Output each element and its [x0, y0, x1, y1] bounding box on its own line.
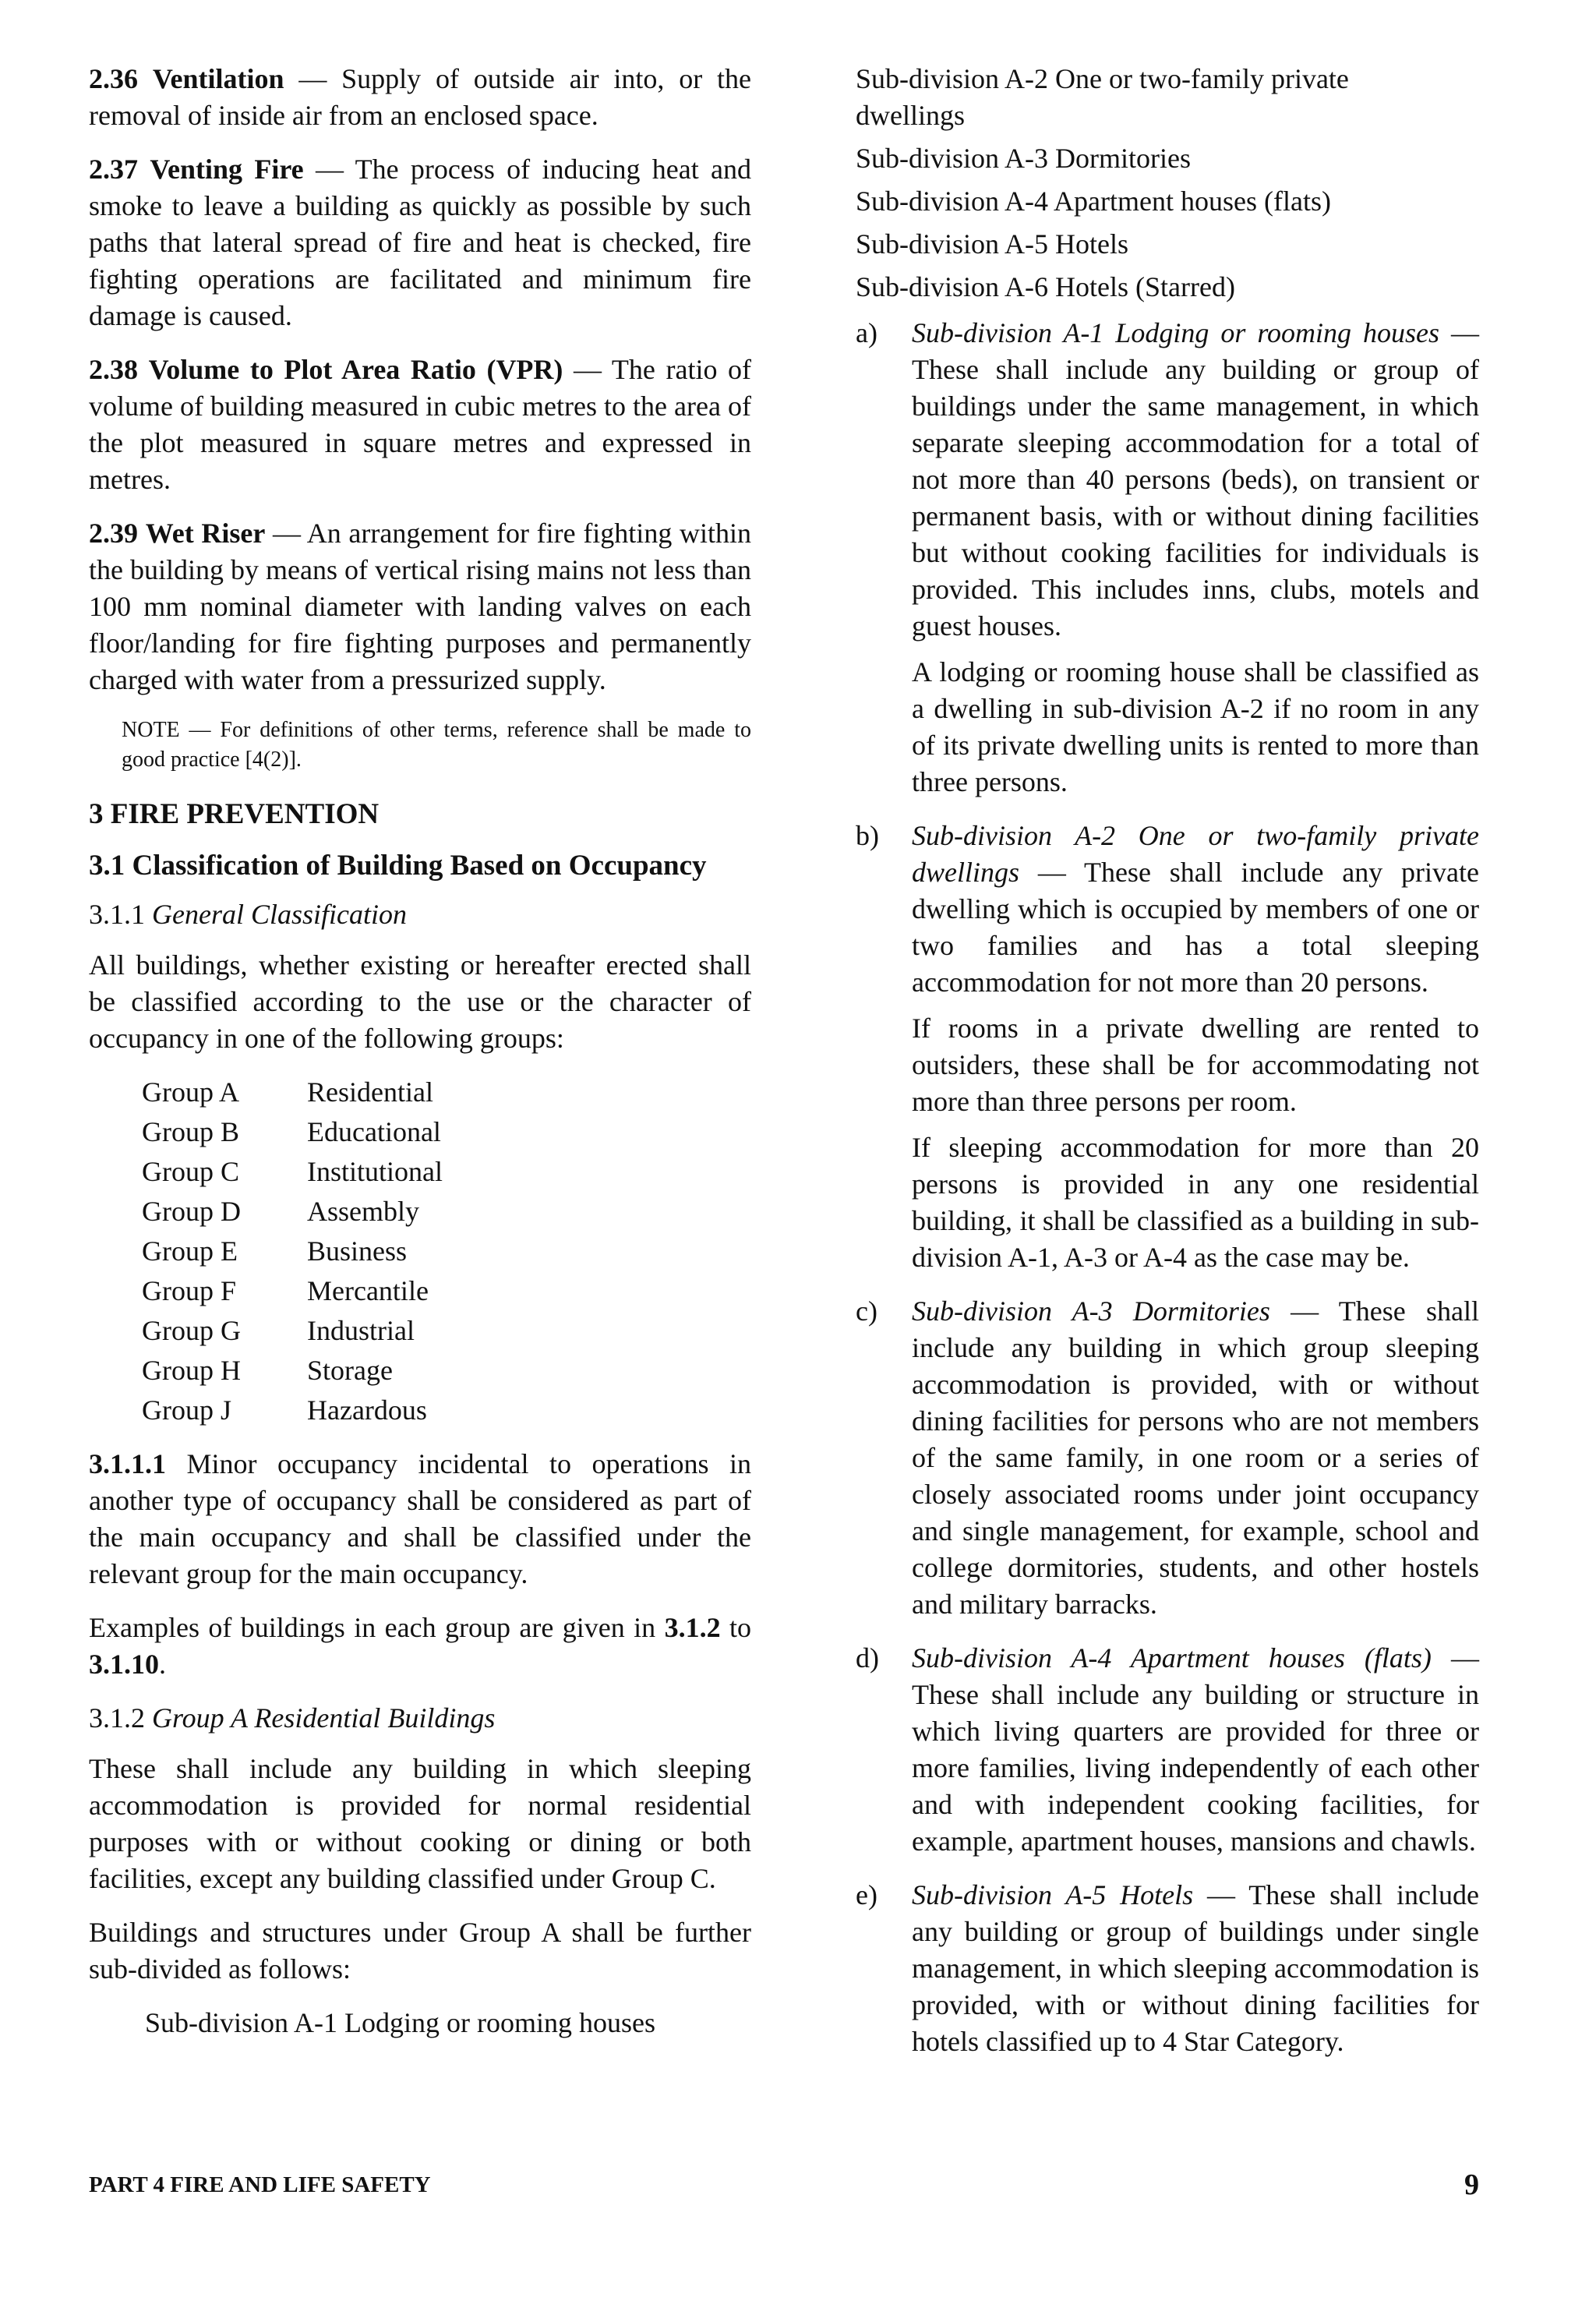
- item-paragraph: [912, 818, 1479, 1001]
- group-row: [142, 1154, 443, 1193]
- subdivision-list-item: [856, 61, 1479, 134]
- subdivision-list-text: Sub-division A-2 One or two-family private: [856, 63, 1349, 94]
- examples-paragraph: Examples of buildings in each group are given in 3.1.2 to 3.1.10.: [89, 1612, 751, 1680]
- note: NOTE — For definitions of other terms, reference shall be made to good practice [4(2)].: [122, 718, 751, 772]
- item-extra-paragraph: A lodging or rooming house shall be classified as a dwelling in sub-division A-2 if no room in any of its private dwelling units is rented to more than three persons.: [912, 656, 1479, 797]
- clause-number: 2.39: [89, 518, 138, 549]
- group-label: Group B: [142, 1116, 239, 1147]
- item-title: Sub-division A-3 Dormitories: [912, 1295, 1270, 1327]
- subdivision-list-text: dwellings: [856, 100, 965, 131]
- group-occupancy: Residential: [307, 1076, 433, 1108]
- subdivision-list-item: [856, 140, 1479, 177]
- item-text: — These shall include any private dwelling which is occupied by members of one or two families and has a total sleeping accommodation for not more than 20 persons.: [912, 857, 1479, 998]
- subdivision-item: [856, 818, 1479, 1285]
- group-label: Group J: [142, 1394, 231, 1426]
- subdivision-list-item: [856, 183, 1479, 220]
- subdivision-list-text: Sub-division A-5 Hotels: [856, 228, 1129, 260]
- definition-text: — The ratio of volume of building measured in cubic metres to the area of the plot measured in square metres and expressed in metres.: [89, 354, 752, 495]
- footer-title: PART 4 FIRE AND LIFE SAFETY: [89, 2172, 431, 2197]
- item-paragraph: [912, 315, 1479, 645]
- group-row: [142, 1114, 443, 1154]
- defined-term: Venting Fire: [150, 154, 304, 185]
- group-row: [142, 1313, 443, 1352]
- item-text: — These shall include any building or group of buildings under single management, in which sleeping accommodation is provided, with or without dining facilities for hotels classified up to 4 Star Category.: [912, 1879, 1479, 2057]
- subdivision-item: [856, 1877, 1479, 2069]
- clause-3-1-heading: 3.1 Classification of Building Based on Occupancy: [89, 850, 707, 882]
- item-paragraph: [912, 1877, 1479, 2060]
- page-number: 9: [1464, 2168, 1479, 2201]
- group-occupancy: Industrial: [307, 1315, 415, 1346]
- group-row: [142, 1193, 443, 1233]
- group-label: Group A: [142, 1076, 239, 1108]
- clause-number: 3.1.1.1: [89, 1448, 166, 1479]
- item-text: — These shall include any building or group of buildings under the same management, in which separate sleeping accommodation for a total of not more than 40 persons (beds), on transient or permanent basis, with or without dining facilities but without cooking facilities for individuals is provided. This includes inns, clubs, motels and guest houses.: [912, 317, 1480, 641]
- group-occupancy: Business: [307, 1235, 408, 1267]
- item-extra-paragraph: If rooms in a private dwelling are rented to outsiders, these shall be for accommodating not more than three persons per room.: [912, 1013, 1479, 1117]
- group-row: [142, 1352, 443, 1392]
- clause-title: Group A Residential Buildings: [152, 1702, 496, 1734]
- item-label: a): [856, 317, 877, 348]
- group-label: Group G: [142, 1315, 241, 1346]
- clause-number: 3.1.1: [89, 899, 145, 930]
- group-label: Group D: [142, 1196, 241, 1227]
- definition-text: — An arrangement for fire fighting within the building by means of vertical rising mains not less than 100 mm nominal diameter with landing valves on each floor/landing for fire fighting purposes and permanently charged with water from a pressurized supply.: [89, 518, 752, 695]
- clause-number: 2.36: [89, 63, 138, 94]
- item-text: — These shall include any building or structure in which living quarters are provided for three or more families, living independently of each other and with independent cooking facilities, for example, apartment houses, mansions and chawls.: [912, 1642, 1479, 1857]
- defined-term: Wet Riser: [145, 518, 266, 549]
- cross-reference: 3.1.2: [664, 1612, 721, 1643]
- subdivision-descriptions: [856, 315, 1479, 2069]
- subdivision-item: [856, 1640, 1479, 1869]
- subdivision-list: [856, 61, 1479, 306]
- subdivision-item: [856, 1293, 1479, 1632]
- right-column: [856, 61, 1479, 2077]
- clause-3-1-1-heading: [89, 896, 751, 933]
- page-footer: [89, 2168, 1479, 2201]
- defined-term: Volume to Plot Area Ratio (VPR): [148, 354, 563, 385]
- item-paragraph: [912, 1640, 1479, 1860]
- definition-2-36: [89, 61, 751, 134]
- item-title: Sub-division A-5 Hotels: [912, 1879, 1194, 1910]
- group-label: Group F: [142, 1275, 237, 1306]
- group-occupancy: Educational: [307, 1116, 441, 1147]
- item-title: Sub-division A-4 Apartment houses (flats): [912, 1642, 1432, 1674]
- item-extra-paragraph: If sleeping accommodation for more than 20 persons is provided in any one residential building, it shall be classified as a building in sub-division A-1, A-3 or A-4 as the case may be.: [912, 1132, 1479, 1273]
- group-row: [142, 1074, 443, 1114]
- definition-text: — Supply of outside air into, or the removal of inside air from an enclosed space.: [89, 63, 752, 131]
- subdivision-list-text: Sub-division A-4 Apartment houses (flats): [856, 186, 1331, 217]
- subdivision-list-text: Sub-division A-6 Hotels (Starred): [856, 271, 1235, 302]
- group-row: [142, 1233, 443, 1273]
- clause-text: Minor occupancy incidental to operations in another type of occupancy shall be considered as part of the main occupancy and shall be classified under the relevant group for the main occupancy.: [89, 1448, 751, 1589]
- item-text: — These shall include any building in which group sleeping accommodation is provided, with or without dining facilities for persons who are not members of the same family, in one room or a series of closely associated rooms under joint occupancy and single management, for example, school and college dormitories, students, and other hostels and military barracks.: [912, 1295, 1479, 1620]
- clause-3-1-1-1: [89, 1446, 751, 1592]
- clause-number: 3.1.2: [89, 1702, 145, 1734]
- group-occupancy: Storage: [307, 1355, 393, 1386]
- group-occupancy: Hazardous: [307, 1394, 427, 1426]
- clause-number: 2.38: [89, 354, 138, 385]
- group-row: [142, 1273, 443, 1313]
- item-title: Sub-division A-2 One or two-family private dwellings: [912, 820, 1479, 888]
- clause-number: 2.37: [89, 154, 138, 185]
- subdivision-item: [856, 315, 1479, 810]
- group-occupancy: Assembly: [307, 1196, 419, 1227]
- definition-2-38: [89, 352, 751, 498]
- section-heading: 3 FIRE PREVENTION: [89, 798, 380, 830]
- item-label: c): [856, 1295, 877, 1327]
- subdivision-list-item: [856, 269, 1479, 306]
- clause-3-1-2-heading: [89, 1700, 751, 1737]
- intro-paragraph: All buildings, whether existing or hereafter erected shall be classified according to the use or the character of occupancy in one of the following groups:: [89, 949, 751, 1054]
- group-label: Group C: [142, 1156, 239, 1187]
- group-label: Group E: [142, 1235, 238, 1267]
- subdivided-paragraph: Buildings and structures under Group A shall be further sub-divided as follows:: [89, 1917, 751, 1985]
- item-label: b): [856, 820, 879, 851]
- cross-reference: 3.1.10: [89, 1649, 159, 1680]
- subdivision-list-text: Sub-division A-3 Dormitories: [856, 143, 1191, 174]
- group-occupancy: Institutional: [307, 1156, 443, 1187]
- group-row: [142, 1392, 443, 1432]
- item-label: e): [856, 1879, 877, 1910]
- subdivision-a1-line: Sub-division A-1 Lodging or rooming houses: [145, 2007, 655, 2038]
- definition-2-39: [89, 515, 751, 698]
- left-column: [89, 61, 751, 2059]
- item-paragraph: [912, 1293, 1479, 1623]
- subdivision-list-item: [856, 226, 1479, 263]
- group-occupancy: Mercantile: [307, 1275, 429, 1306]
- group-label: Group H: [142, 1355, 241, 1386]
- occupancy-groups-table: [142, 1074, 443, 1432]
- definition-2-37: [89, 151, 751, 334]
- defined-term: Ventilation: [152, 63, 284, 94]
- clause-title: General Classification: [152, 899, 407, 930]
- group-a-paragraph: These shall include any building in which sleeping accommodation is provided for normal residential purposes with or without cooking or dining or both facilities, except any building classified under Group C.: [89, 1753, 751, 1894]
- definition-text: — The process of inducing heat and smoke to leave a building as quickly as possible by such paths that lateral spread of fire and heat is checked, fire fighting operations are facilitated and minimum fire damage is caused.: [89, 154, 751, 331]
- item-label: d): [856, 1642, 879, 1674]
- item-title: Sub-division A-1 Lodging or rooming houses: [912, 317, 1440, 348]
